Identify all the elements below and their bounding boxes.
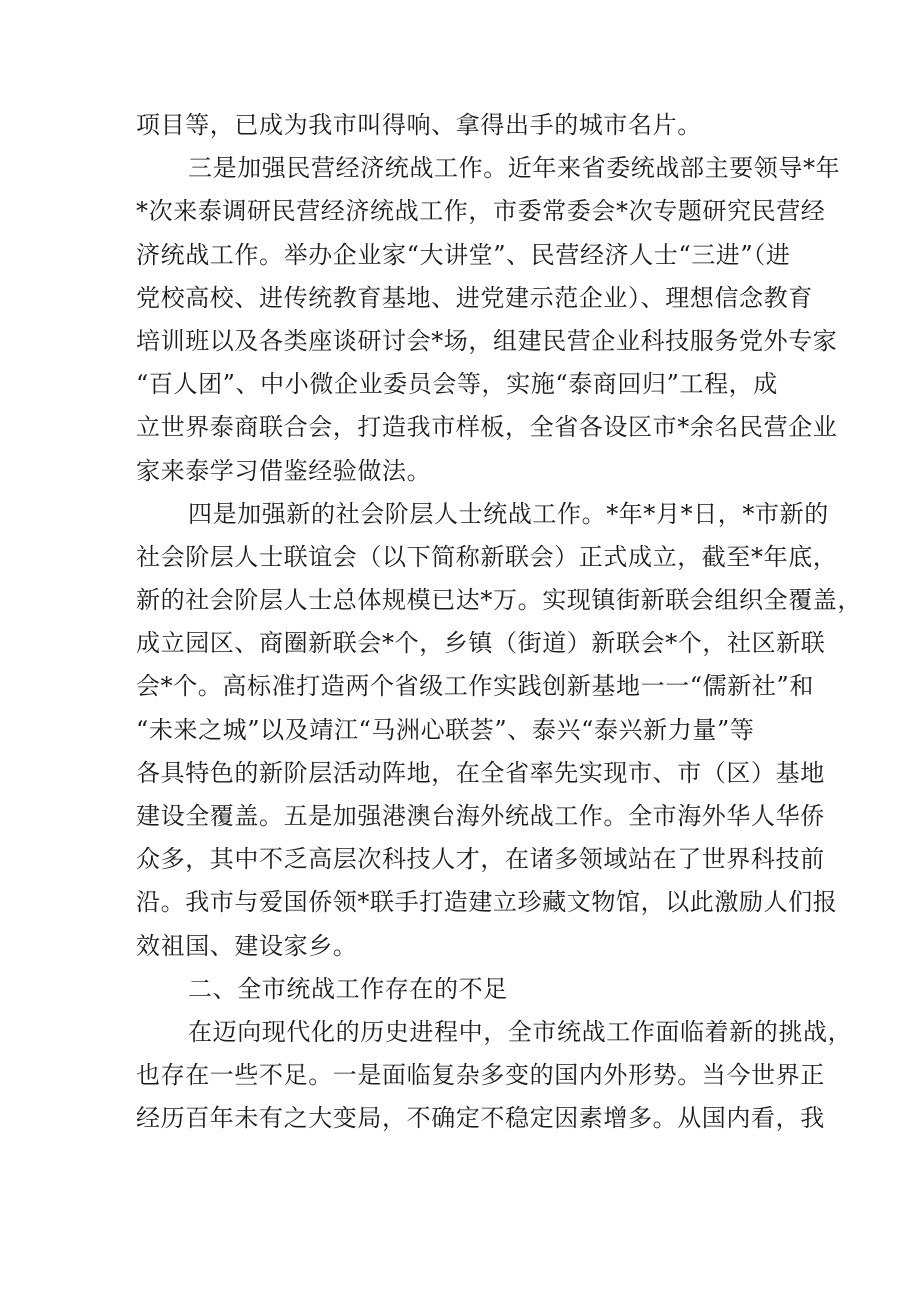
text-line: “未来之城”以及靖江“马洲心联荟”、泰兴“泰兴新力量”等: [136, 715, 755, 744]
text-line: 立世界泰商联合会，打造我市样板，全省各设区市*余名民营企业: [136, 413, 838, 442]
text-line: 成立园区、商圈新联会*个，乡镇（街道）新联会*个，社区新联: [136, 629, 826, 658]
text-line: 会*个。高标准打造两个省级工作实践创新基地一一“儒新社”和: [136, 672, 814, 701]
text-line: 四是加强新的社会阶层人士统战工作。*年*月*日，*市新的: [188, 499, 829, 528]
text-line: 众多，其中不乏高层次科技人才，在诸多领域站在了世界科技前: [136, 845, 825, 874]
text-line: 家来泰学习借鉴经验做法。: [136, 456, 432, 485]
text-line: 培训班以及各类座谈研讨会*场，组建民营企业科技服务党外专家: [136, 326, 838, 355]
section-heading: 二、全市统战工作存在的不足: [188, 974, 508, 1003]
text-line: 建设全覆盖。五是加强港澳台海外统战工作。全市海外华人华侨: [136, 802, 825, 830]
text-line: 党校高校、进传统教育基地、进党建示范企业）、理想信念教育: [136, 283, 813, 312]
text-line: 社会阶层人士联谊会（以下简称新联会）正式成立，截至*年底，: [136, 542, 838, 571]
text-line: 效祖国、建设家乡。: [136, 931, 358, 960]
text-line: 也存在一些不足。一是面临复杂多变的国内外形势。当今世界正: [136, 1061, 825, 1090]
text-line: 经历百年未有之大变局，不确定不稳定因素增多。从国内看，我: [136, 1104, 825, 1133]
document-body: [136, 104, 862, 1141]
text-line: 济统战工作。举办企业家“大讲堂”、民营经济人士“三进”（进: [136, 240, 791, 269]
text-line: 在迈向现代化的历史进程中，全市统战工作面临着新的挑战，: [188, 1017, 853, 1046]
text-line: *次来泰调研民营经济统战工作，市委常委会*次专题研究民营经: [136, 197, 826, 226]
text-line: 沿。我市与爱国侨领*联手打造建立珍藏文物馆，以此激励人们报: [136, 888, 838, 917]
text-line: 各具特色的新阶层活动阵地，在全省率先实现市、市（区）基地: [136, 758, 825, 787]
text-line: 项目等，已成为我市叫得响、拿得出手的城市名片。: [136, 111, 702, 139]
text-line: 三是加强民营经济统战工作。近年来省委统战部主要领导*年: [188, 154, 841, 183]
text-line: “百人团”、中小微企业委员会等，实施“泰商回归”工程，成: [136, 370, 778, 399]
text-line: 新的社会阶层人士总体规模已达*万。实现镇街新联会组织全覆盖，: [136, 586, 862, 615]
